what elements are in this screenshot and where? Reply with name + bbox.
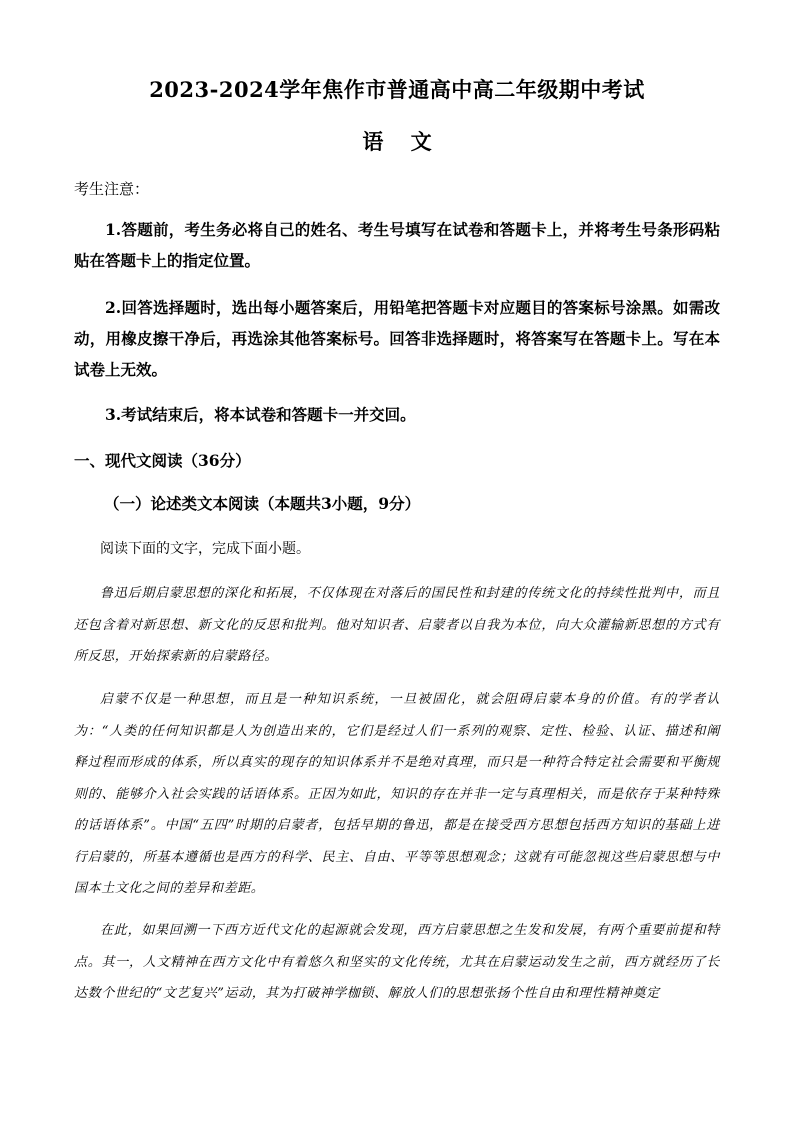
section-heading: 一、现代文阅读（36分）	[74, 451, 251, 470]
passage-paragraph-1: 鲁迅后期启蒙思想的深化和拓展，不仅体现在对落后的国民性和封建的传统文化的持续性批判中，而且还包含着对新思想、新文化的反思和批判。他对知识者、启蒙者以自我为本位，向大众灌输新思想的方式有所反思，开始探索新的启蒙路径。	[74, 586, 720, 664]
reading-instruction: 阅读下面的文字，完成下面小题。	[100, 541, 310, 557]
notice-item-3: 3.考试结束后，将本试卷和答题卡一并交回。	[105, 405, 416, 424]
subject-title: 语 文	[362, 129, 432, 154]
notice-label: 考生注意：	[74, 180, 150, 198]
notice-item-2: 2.回答选择题时，选出每小题答案后，用铅笔把答题卡对应题目的答案标号涂黑。如需改动，用橡皮擦干净后，再选涂其他答案标号。回答非选择题时，将答案写在答题卡上。写在本试卷上无效。	[74, 298, 720, 379]
exam-title: 2023-2024学年焦作市普通高中高二年级期中考试	[149, 77, 645, 102]
notice-item-1: 1.答题前，考生务必将自己的姓名、考生号填写在试卷和答题卡上，并将考生号条形码粘贴在答题卡上的指定位置。	[74, 220, 720, 270]
passage-paragraph-3: 在此，如果回溯一下西方近代文化的起源就会发现，西方启蒙思想之生发和发展，有两个重要前提和特点。其一，人文精神在西方文化中有着悠久和坚实的文化传统，尤其在启蒙运动发生之前，西方就经历了长达数个世纪的“文艺复兴”运动，其为打破神学枷锁、解放人们的思想张扬个性自由和理性精神奠定	[74, 923, 720, 1001]
subsection-heading: （一）论述类文本阅读（本题共3小题，9分）	[104, 494, 421, 513]
passage-paragraph-2: 启蒙不仅是一种思想，而且是一种知识系统，一旦被固化，就会阻碍启蒙本身的价值。有的学者认为：“人类的任何知识都是人为创造出来的，它们是经过人们一系列的观察、定性、检验、认证、描述和阐释过程而形成的体系，所以真实的现存的知识体系并不是绝对真理，而只是一种符合特定社会需要和平衡规则的、能够介入社会实践的话语体系。正因为如此，知识的存在并非一定与真理相关，而是依存于某种特殊的话语体系”。中国“五四”时期的启蒙者，包括早期的鲁迅，都是在接受西方思想包括西方知识的基础上进行启蒙的，所基本遵循也是西方的科学、民主、自由、平等等思想观念；这就有可能忽视这些启蒙思想与中国本土文化之间的差异和差距。	[74, 692, 720, 896]
